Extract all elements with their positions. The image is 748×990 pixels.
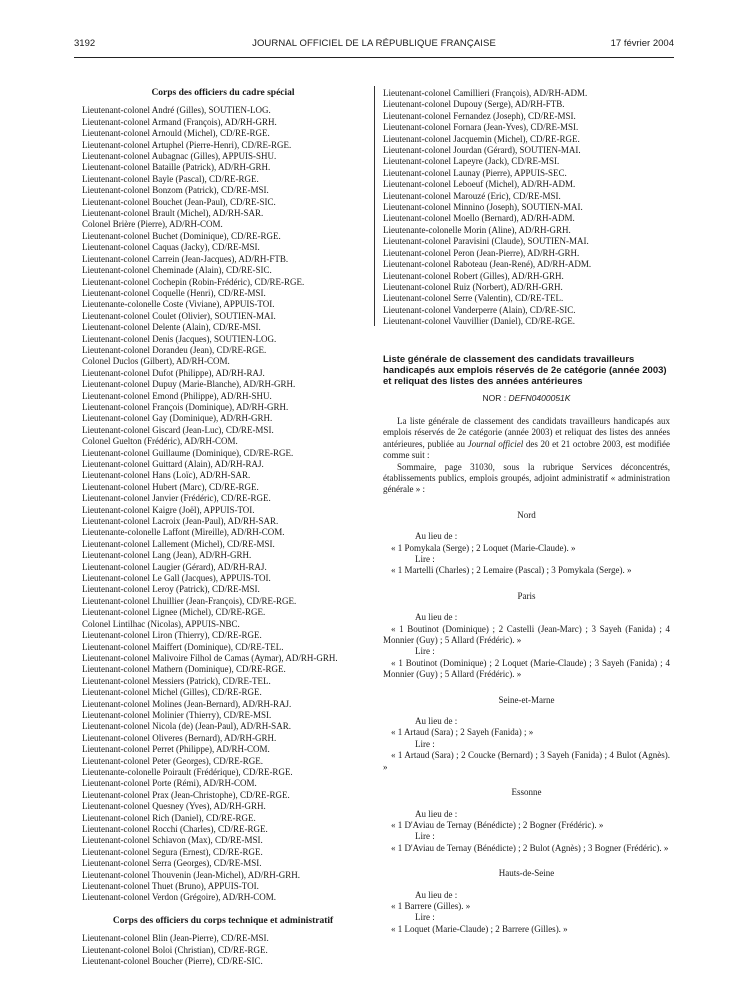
officer-entry: Lieutenant-colonel Hans (Loïc), AD/RH-SAR. xyxy=(82,470,251,481)
text-before: « 1 Boutinot (Dominique) ; 2 Castelli (Jean-Marc) ; 3 Sayeh (Fanida) ; 4 Monnier (Guy) ; 5 Allard (Frédéric). » xyxy=(383,623,670,646)
officer-entry: Lieutenante-colonelle Laffont (Mireille), AD/RH-COM. xyxy=(82,527,285,538)
region-name: Nord xyxy=(517,509,536,520)
officer-list-continued xyxy=(383,88,670,328)
journal-title: JOURNAL OFFICIEL DE LA RÉPUBLIQUE FRANÇAISE xyxy=(252,38,496,49)
journal-name: Journal officiel xyxy=(467,438,524,449)
officer-entry: Lieutenant-colonel Messiers (Patrick), CD/RE-TEL. xyxy=(82,675,271,686)
officer-entry: Colonel Guelton (Frédéric), AD/RH-COM. xyxy=(82,436,238,447)
officer-entry: Lieutenant-colonel Serre (Valentin), CD/RE-TEL. xyxy=(383,293,564,304)
text-before: « 1 Pomykala (Serge) ; 2 Loquet (Marie-Claude). » xyxy=(391,542,576,553)
para1-start: La liste générale de classement des candidats travailleurs handicapés aux emplois réservés de 2e catégorie (année 2003) et reliquat des listes des années antérieures, publiée au xyxy=(383,415,670,449)
officer-entry: Lieutenant-colonel Emond (Philippe), AD/RH-SHU. xyxy=(82,390,272,401)
officer-entry: Lieutenant-colonel Dupouy (Serge), AD/RH-FTB. xyxy=(383,99,565,110)
officer-entry: Lieutenant-colonel Minnino (Joseph), SOUTIEN-MAI. xyxy=(383,202,583,213)
officer-entry: Lieutenant-colonel Armand (François), AD/RH-GRH. xyxy=(82,116,277,127)
officer-entry: Lieutenant-colonel Le Gall (Jacques), APPUIS-TOI. xyxy=(82,573,271,584)
au-lieu-de-label: Au lieu de : xyxy=(415,612,458,623)
officer-entry: Lieutenant-colonel Molines (Jean-Bernard), AD/RH-RAJ. xyxy=(82,698,292,709)
officer-entry: Lieutenante-colonelle Poirault (Frédérique), CD/RE-RGE. xyxy=(82,766,293,777)
officer-entry: Lieutenant-colonel Prax (Jean-Christophe), CD/RE-RGE. xyxy=(82,789,290,800)
page-number: 3192 xyxy=(74,38,96,49)
au-lieu-de-label: Au lieu de : xyxy=(415,531,458,542)
header-rule xyxy=(74,57,674,58)
officer-list-cadre-special xyxy=(82,105,364,903)
officer-entry: Lieutenant-colonel Paravisini (Claude), SOUTIEN-MAI. xyxy=(383,236,589,247)
text-before: « 1 Artaud (Sara) ; 2 Sayeh (Fanida) ; » xyxy=(391,727,534,738)
text-after: « 1 Loquet (Marie-Claude) ; 2 Barrere (Gilles). » xyxy=(391,923,568,934)
text-before: « 1 D'Aviau de Ternay (Bénédicte) ; 2 Bogner (Frédéric). » xyxy=(391,819,604,830)
region-name: Hauts-de-Seine xyxy=(498,868,555,879)
officer-entry: Lieutenant-colonel Rocchi (Charles), CD/RE-RGE. xyxy=(82,824,268,834)
officer-entry: Colonel Brière (Pierre), AD/RH-COM. xyxy=(82,219,223,230)
officer-entry: Lieutenant-colonel Lhuillier (Jean-François), CD/RE-RGE. xyxy=(82,595,297,606)
officer-entry: Lieutenant-colonel Porte (Rémi), AD/RH-COM. xyxy=(82,778,257,789)
text-before: « 1 Barrere (Gilles). » xyxy=(391,900,471,911)
officer-entry: Lieutenant-colonel Schiavon (Max), CD/RE-MSI. xyxy=(82,835,263,846)
notice-title: Liste générale de classement des candidats travailleurs handicapés aux emplois réservés de 2e catégorie (année 2003) et reliquat des listes des années antérieures xyxy=(383,353,667,387)
region-name: Paris xyxy=(517,590,536,601)
officer-entry: Lieutenant-colonel Boucher (Pierre), CD/RE-SIC. xyxy=(82,956,263,967)
region-name: Essonne xyxy=(511,787,542,798)
officer-entry: Lieutenant-colonel Jourdan (Gérard), SOUTIEN-MAI. xyxy=(383,145,581,156)
officer-entry: Lieutenant-colonel Hubert (Marc), CD/RE-RGE. xyxy=(82,481,259,492)
region-name: Seine-et-Marne xyxy=(498,694,555,705)
officer-entry: Lieutenant-colonel Carrein (Jean-Jacques), AD/RH-FTB. xyxy=(82,253,289,264)
officer-entry: Lieutenant-colonel Bataille (Patrick), AD/RH-GRH. xyxy=(82,162,271,173)
officer-entry: Lieutenant-colonel Raboteau (Jean-René), AD/RH-ADM. xyxy=(383,259,592,270)
officer-entry: Lieutenant-colonel Marouzé (Eric), CD/RE-MSI. xyxy=(383,190,561,201)
officer-entry: Lieutenant-colonel Dufot (Philippe), AD/RH-RAJ. xyxy=(82,367,265,378)
officer-entry: Lieutenant-colonel Bayle (Pascal), CD/RE-RGE. xyxy=(82,173,259,184)
officer-entry: Lieutenant-colonel Denis (Jacques), SOUTIEN-LOG. xyxy=(82,333,277,344)
officer-entry: Lieutenant-colonel Dorandeu (Jean), CD/RE-RGE. xyxy=(82,344,267,355)
officer-entry: Lieutenant-colonel Nicola (de) (Jean-Paul), AD/RH-SAR. xyxy=(82,721,291,732)
lire-label: Lire : xyxy=(415,554,435,564)
officer-entry: Lieutenant-colonel Cochepin (Robin-Frédéric), CD/RE-RGE. xyxy=(82,276,305,287)
right-column xyxy=(383,88,670,935)
section-title-corps-technique: Corps des officiers du corps technique et administratif xyxy=(112,915,334,926)
left-column xyxy=(82,88,364,967)
officer-list-corps-technique xyxy=(82,933,364,967)
officer-entry: Lieutenant-colonel Brault (Michel), AD/RH-SAR. xyxy=(82,208,264,219)
officer-entry: Lieutenant-colonel Aubagnac (Gilles), APPUIS-SHU. xyxy=(82,151,277,162)
page-header xyxy=(74,38,674,52)
officer-entry: Lieutenante-colonelle Morin (Aline), AD/RH-GRH. xyxy=(383,224,571,235)
officer-entry: Lieutenant-colonel Delente (Alain), CD/RE-MSI. xyxy=(82,322,261,333)
officer-entry: Lieutenant-colonel Launay (Pierre), APPUIS-SEC. xyxy=(383,167,567,178)
officer-entry: Lieutenant-colonel Peron (Jean-Pierre), AD/RH-GRH. xyxy=(383,247,580,258)
officer-entry: Lieutenant-colonel Lignee (Michel), CD/RE-RGE. xyxy=(82,607,266,618)
officer-entry: Lieutenant-colonel Oliveres (Bernard), AD/RH-GRH. xyxy=(82,732,277,743)
officer-entry: Lieutenant-colonel Lang (Jean), AD/RH-GRH. xyxy=(82,550,252,561)
officer-entry: Lieutenant-colonel Boloi (Christian), CD/RE-RGE. xyxy=(82,944,268,955)
nor-reference xyxy=(383,393,670,404)
officer-entry: Lieutenant-colonel Mathern (Dominique), CD/RE-RGE. xyxy=(82,664,286,675)
officer-entry: Lieutenant-colonel Jacquemin (Michel), CD/RE-RGE. xyxy=(383,133,580,144)
officer-entry: Lieutenant-colonel Gay (Dominique), AD/RH-GRH. xyxy=(82,413,273,424)
officer-entry: Lieutenant-colonel Giscard (Jean-Luc), CD/RE-MSI. xyxy=(82,424,274,435)
notice-paragraph-2: Sommaire, page 31030, sous la rubrique Services déconcentrés, établissements publics, emplois groupés, adjoint administratif « administration générale » : xyxy=(383,461,670,495)
officer-entry: Lieutenant-colonel Caquas (Jacky), CD/RE-MSI. xyxy=(82,242,260,253)
text-after: « 1 Artaud (Sara) ; 2 Coucke (Bernard) ; 3 Sayeh (Fanida) ; 4 Bulot (Agnès). » xyxy=(383,750,670,772)
officer-entry: Lieutenant-colonel Blin (Jean-Pierre), CD/RE-MSI. xyxy=(82,933,269,944)
para1-end: des 20 et 21 octobre 2003, est modifiée comme suit : xyxy=(383,438,670,461)
region-corrections xyxy=(383,510,670,935)
officer-entry: Lieutenant-colonel Leboeuf (Michel), AD/RH-ADM. xyxy=(383,179,576,190)
officer-entry: Lieutenant-colonel Bonzom (Patrick), CD/RE-MSI. xyxy=(82,185,269,196)
nor-label: NOR : xyxy=(482,392,507,403)
lire-label: Lire : xyxy=(415,831,435,842)
officer-entry: Colonel Lintilhac (Nicolas), APPUIS-NBC. xyxy=(82,618,240,629)
officer-entry: Lieutenant-colonel Robert (Gilles), AD/RH-GRH. xyxy=(383,270,564,281)
officer-entry: Lieutenant-colonel Coquelle (Henri), CD/RE-MSI. xyxy=(82,287,266,298)
officer-entry: Lieutenant-colonel Guittard (Alain), AD/RH-RAJ. xyxy=(82,459,264,469)
officer-entry: Lieutenant-colonel Artuphel (Pierre-Henri), CD/RE-RGE. xyxy=(82,139,292,150)
text-after: « 1 Martelli (Charles) ; 2 Lemaire (Pascal) ; 3 Pomykala (Serge). » xyxy=(391,565,632,576)
officer-entry: Lieutenante-colonelle Coste (Viviane), APPUIS-TOI. xyxy=(82,299,275,310)
publication-date: 17 février 2004 xyxy=(610,38,674,49)
officer-entry: Lieutenant-colonel Dupuy (Marie-Blanche), AD/RH-GRH. xyxy=(82,379,296,390)
officer-entry: Lieutenant-colonel François (Dominique), AD/RH-GRH. xyxy=(82,401,289,412)
officer-entry: Lieutenant-colonel Fernandez (Joseph), CD/RE-MSI. xyxy=(383,110,576,121)
officer-entry: Lieutenant-colonel Maiffert (Dominique), CD/RE-TEL. xyxy=(82,641,284,652)
text-after: « 1 Boutinot (Dominique) ; 2 Loquet (Marie-Claude) ; 3 Sayeh (Fanida) ; 4 Monnier (Guy) ; 5 Allard (Frédéric). » xyxy=(383,657,670,680)
officer-entry: Lieutenant-colonel Camillieri (François), AD/RH-ADM. xyxy=(383,88,588,98)
lire-label: Lire : xyxy=(415,738,435,749)
officer-entry: Lieutenant-colonel Guillaume (Dominique), CD/RE-RGE. xyxy=(82,447,294,458)
officer-entry: Lieutenant-colonel Lapeyre (Jack), CD/RE-MSI. xyxy=(383,156,560,167)
officer-entry: Lieutenant-colonel Leroy (Patrick), CD/RE-MSI. xyxy=(82,584,260,595)
officer-entry: Lieutenant-colonel Laugier (Gérard), AD/RH-RAJ. xyxy=(82,561,267,572)
officer-entry: Lieutenant-colonel Thuet (Bruno), APPUIS-TOI. xyxy=(82,881,259,892)
officer-entry: Lieutenant-colonel Fornara (Jean-Yves), CD/RE-MSI. xyxy=(383,122,579,133)
officer-entry: Lieutenant-colonel Bouchet (Jean-Paul), CD/RE-SIC. xyxy=(82,196,276,207)
officer-entry: Lieutenant-colonel Arnould (Michel), CD/RE-RGE. xyxy=(82,128,270,139)
officer-entry: Lieutenant-colonel Rich (Daniel), CD/RE-RGE. xyxy=(82,812,256,823)
officer-entry: Lieutenant-colonel Kaigre (Joël), APPUIS-TOI. xyxy=(82,504,255,515)
officer-entry: Colonel Duclos (Gilbert), AD/RH-COM. xyxy=(82,356,230,367)
officer-entry: Lieutenant-colonel Perret (Philippe), AD/RH-COM. xyxy=(82,744,270,755)
officer-entry: Lieutenant-colonel Liron (Thierry), CD/RE-RGE. xyxy=(82,630,262,641)
notice-paragraph-1 xyxy=(383,416,670,462)
officer-entry: Lieutenant-colonel Verdon (Grégoire), AD/RH-COM. xyxy=(82,892,277,903)
au-lieu-de-label: Au lieu de : xyxy=(415,889,458,900)
officer-entry: Lieutenant-colonel Peter (Georges), CD/RE-RGE. xyxy=(82,755,264,766)
au-lieu-de-label: Au lieu de : xyxy=(415,716,458,727)
officer-entry: Lieutenant-colonel Molinier (Thierry), CD/RE-MSI. xyxy=(82,709,272,720)
au-lieu-de-label: Au lieu de : xyxy=(415,808,458,819)
officer-entry: Lieutenant-colonel Malivoire Filhol de Camas (Aymar), AD/RH-GRH. xyxy=(82,652,338,663)
nor-code: DEFN0400051K xyxy=(508,392,571,403)
officer-entry: Lieutenant-colonel Janvier (Frédéric), CD/RE-RGE. xyxy=(82,493,271,504)
section-title-cadre-special: Corps des officiers du cadre spécial xyxy=(151,88,295,98)
officer-entry: Lieutenant-colonel Moello (Bernard), AD/RH-ADM. xyxy=(383,213,575,224)
officer-entry: Lieutenant-colonel André (Gilles), SOUTIEN-LOG. xyxy=(82,105,271,116)
officer-entry: Lieutenant-colonel Serra (Georges), CD/RE-MSI. xyxy=(82,858,262,869)
officer-entry: Lieutenant-colonel Buchet (Dominique), CD/RE-RGE. xyxy=(82,230,281,241)
column-divider xyxy=(374,86,375,326)
officer-entry: Lieutenant-colonel Thouvenin (Jean-Michel), AD/RH-GRH. xyxy=(82,869,301,880)
officer-entry: Lieutenant-colonel Lacroix (Jean-Paul), AD/RH-SAR. xyxy=(82,516,279,527)
officer-entry: Lieutenant-colonel Segura (Ernest), CD/RE-RGE. xyxy=(82,846,263,857)
officer-entry: Lieutenant-colonel Coulet (Olivier), SOUTIEN-MAI. xyxy=(82,310,276,321)
officer-entry: Lieutenant-colonel Ruiz (Norbert), AD/RH-GRH. xyxy=(383,281,563,292)
officer-entry: Lieutenant-colonel Michel (Gilles), CD/RE-RGE. xyxy=(82,687,262,698)
officer-entry: Lieutenant-colonel Vauvillier (Daniel), CD/RE-RGE. xyxy=(383,316,576,327)
officer-entry: Lieutenant-colonel Lallement (Michel), CD/RE-MSI. xyxy=(82,538,275,549)
text-after: « 1 D'Aviau de Ternay (Bénédicte) ; 2 Bulot (Agnès) ; 3 Bogner (Frédéric). » xyxy=(391,842,669,853)
lire-label: Lire : xyxy=(415,646,435,657)
officer-entry: Lieutenant-colonel Quesney (Yves), AD/RH-GRH. xyxy=(82,801,266,812)
officer-entry: Lieutenant-colonel Vanderperre (Alain), CD/RE-SIC. xyxy=(383,304,576,315)
officer-entry: Lieutenant-colonel Cheminade (Alain), CD/RE-SIC. xyxy=(82,265,272,276)
lire-label: Lire : xyxy=(415,912,435,923)
